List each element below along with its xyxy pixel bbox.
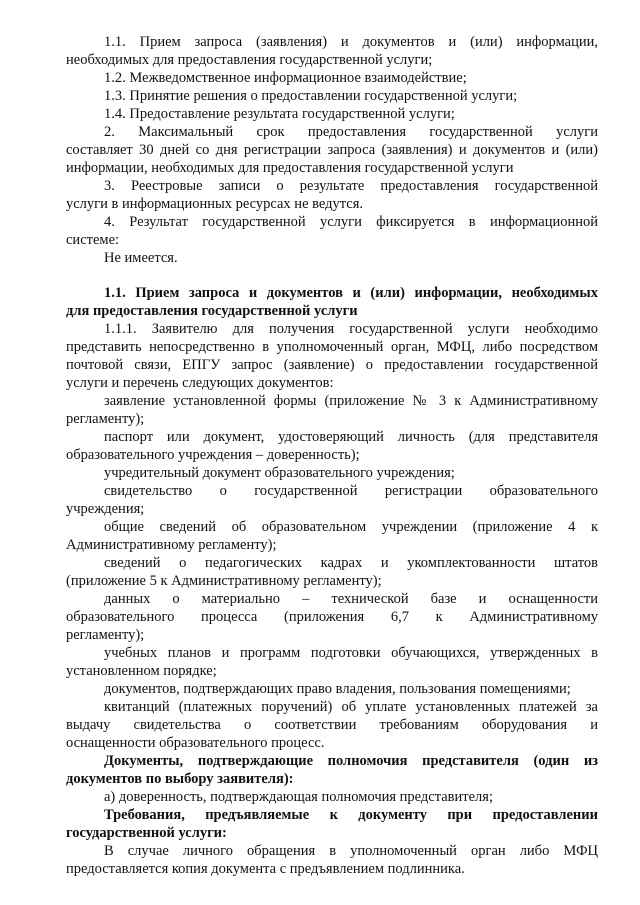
text-line: общие сведений об образовательном учреждении (приложение 4 к: [104, 519, 598, 535]
text-line: выдачу свидетельства о соответствии требованиям оборудования и: [66, 717, 598, 733]
section-heading: 1.1. Прием запроса и документов и (или) информации, необходимых: [104, 285, 598, 301]
text-line: а) доверенность, подтверждающая полномочия представителя;: [104, 789, 493, 805]
text-line: (приложение 5 к Административному регламенту);: [66, 573, 382, 589]
text-line: оснащенности образовательного процесс.: [66, 735, 325, 751]
text-line: образовательного учреждения – доверенность);: [66, 447, 360, 463]
text-line: 1.4. Предоставление результата государственной услуги;: [104, 106, 455, 122]
text-line: услуги в информационных ресурсах не ведутся.: [66, 196, 364, 212]
text-line: представить непосредственно в уполномоченный орган, МФЦ, либо посредством: [66, 339, 598, 355]
section-heading: Документы, подтверждающие полномочия представителя (один из: [104, 753, 598, 769]
text-line: квитанций (платежных поручений) об уплате установленных платежей за: [104, 699, 598, 715]
text-line: услуги и перечень следующих документов:: [66, 375, 334, 391]
text-line: Не имеется.: [104, 250, 178, 266]
section-heading: документов по выбору заявителя):: [66, 771, 294, 787]
text-line: информации, необходимых для предоставления государственной услуги: [66, 160, 514, 176]
section-heading: Требования, предъявляемые к документу при предоставлении: [104, 807, 598, 823]
text-line: регламенту);: [66, 411, 145, 427]
text-line: почтовой связи, ЕПГУ запрос (заявление) о предоставлении государственной: [66, 357, 598, 373]
text-line: документов, подтверждающих право владения, пользования помещениями;: [104, 681, 571, 697]
text-line: заявление установленной формы (приложение № 3 к Административному: [104, 393, 598, 409]
text-line: 3. Реестровые записи о результате предоставления государственной: [104, 178, 598, 194]
text-line: предоставляется копия документа с предъявлением подлинника.: [66, 861, 465, 877]
text-line: 1.3. Принятие решения о предоставлении государственной услуги;: [104, 88, 518, 104]
text-line: составляет 30 дней со дня регистрации запроса (заявления) и документов и (или): [66, 142, 598, 158]
section-heading: для предоставления государственной услуги: [66, 303, 358, 319]
text-line: 4. Результат государственной услуги фиксируется в информационной: [104, 214, 598, 230]
text-line: данных о материально – технической базе и оснащенности: [104, 591, 598, 607]
text-line: необходимых для предоставления государственной услуги;: [66, 52, 433, 68]
text-line: 1.2. Межведомственное информационное взаимодействие;: [104, 70, 467, 86]
text-line: учредительный документ образовательного учреждения;: [104, 465, 455, 481]
text-line: 1.1.1. Заявителю для получения государственной услуги необходимо: [104, 321, 598, 337]
text-line: образовательного процесса (приложения 6,7 к Административному: [66, 609, 598, 625]
text-line: 2. Максимальный срок предоставления государственной услуги: [104, 124, 598, 140]
text-line: регламенту);: [66, 627, 145, 643]
text-line: Административному регламенту);: [66, 537, 277, 553]
text-line: системе:: [66, 232, 120, 248]
text-line: 1.1. Прием запроса (заявления) и документов и (или) информации,: [104, 34, 598, 50]
text-line: учебных планов и программ подготовки обучающихся, утвержденных в: [104, 645, 598, 661]
text-line: учреждения;: [66, 501, 145, 517]
text-line: паспорт или документ, удостоверяющий личность (для представителя: [104, 429, 598, 445]
section-heading: государственной услуги:: [66, 825, 227, 841]
text-line: свидетельство о государственной регистрации образовательного: [104, 483, 598, 499]
text-line: В случае личного обращения в уполномоченный орган либо МФЦ: [104, 843, 598, 859]
text-line: установленном порядке;: [66, 663, 217, 679]
text-line: сведений о педагогических кадрах и укомплектованности штатов: [104, 555, 598, 571]
